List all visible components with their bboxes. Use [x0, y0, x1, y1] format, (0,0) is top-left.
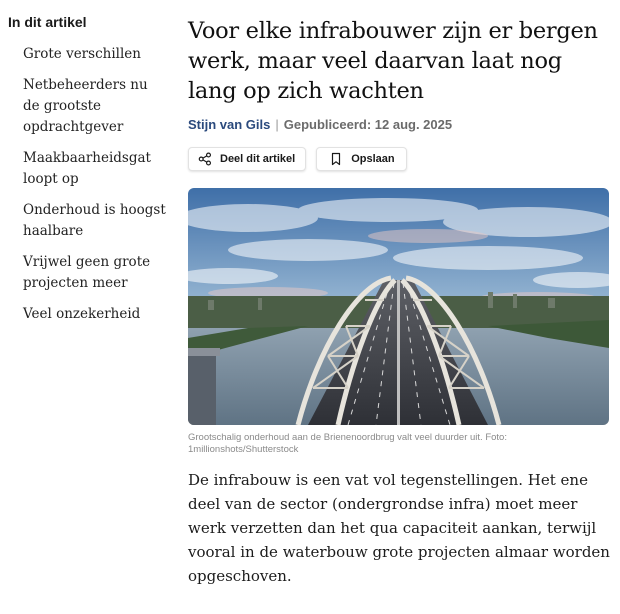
save-button-label: Opslaan: [351, 153, 395, 165]
article-title: Voor elke infrabouwer zijn er bergen werk, maar veel daarvan laat nog lang op zich wachten: [188, 18, 598, 104]
bridge-photo: [188, 188, 609, 425]
save-button[interactable]: [316, 147, 406, 171]
byline-separator: |: [275, 117, 279, 132]
table-of-contents: [8, 14, 168, 335]
toc-list: [8, 44, 168, 325]
toc-item-onzekerheid[interactable]: Veel onzekerheid: [23, 306, 141, 322]
article-intro: De infrabouw is een vat vol tegenstellingen. Het ene deel van de sector (ondergrondse infra) moet meer werk verzetten dan het qua capaciteit aankan, terwijl vooral in de waterbouw grote projecten almaar worden opgeschoven.: [188, 471, 610, 585]
toc-item-maakbaarheidsgat[interactable]: Maakbaarheidsgat loopt op: [23, 150, 151, 187]
image-caption: Grootschalig onderhoud aan de Brienenoordbrug valt veel duurder uit. Foto: 1millionshots/Shutterstock: [188, 432, 507, 455]
toc-item-grote-verschillen[interactable]: Grote verschillen: [23, 46, 141, 62]
toc-item-netbeheerders[interactable]: Netbeheerders nu de grootste opdrachtgever: [23, 77, 148, 135]
article-actions: [188, 147, 612, 171]
bookmark-icon: [329, 152, 343, 166]
article-image: [188, 188, 609, 425]
publish-date: Gepubliceerd: 12 aug. 2025: [283, 117, 453, 132]
toc-item-onderhoud[interactable]: Onderhoud is hoogst haalbare: [23, 202, 166, 239]
share-button[interactable]: [188, 147, 306, 171]
author-link[interactable]: Stijn van Gils: [188, 117, 271, 132]
share-button-label: Deel dit artikel: [220, 153, 296, 165]
toc-heading: In dit artikel: [8, 14, 87, 30]
byline: [188, 117, 612, 132]
article: [188, 0, 612, 588]
share-icon: [198, 152, 212, 166]
toc-item-grote-projecten[interactable]: Vrijwel geen grote projecten meer: [23, 254, 151, 291]
